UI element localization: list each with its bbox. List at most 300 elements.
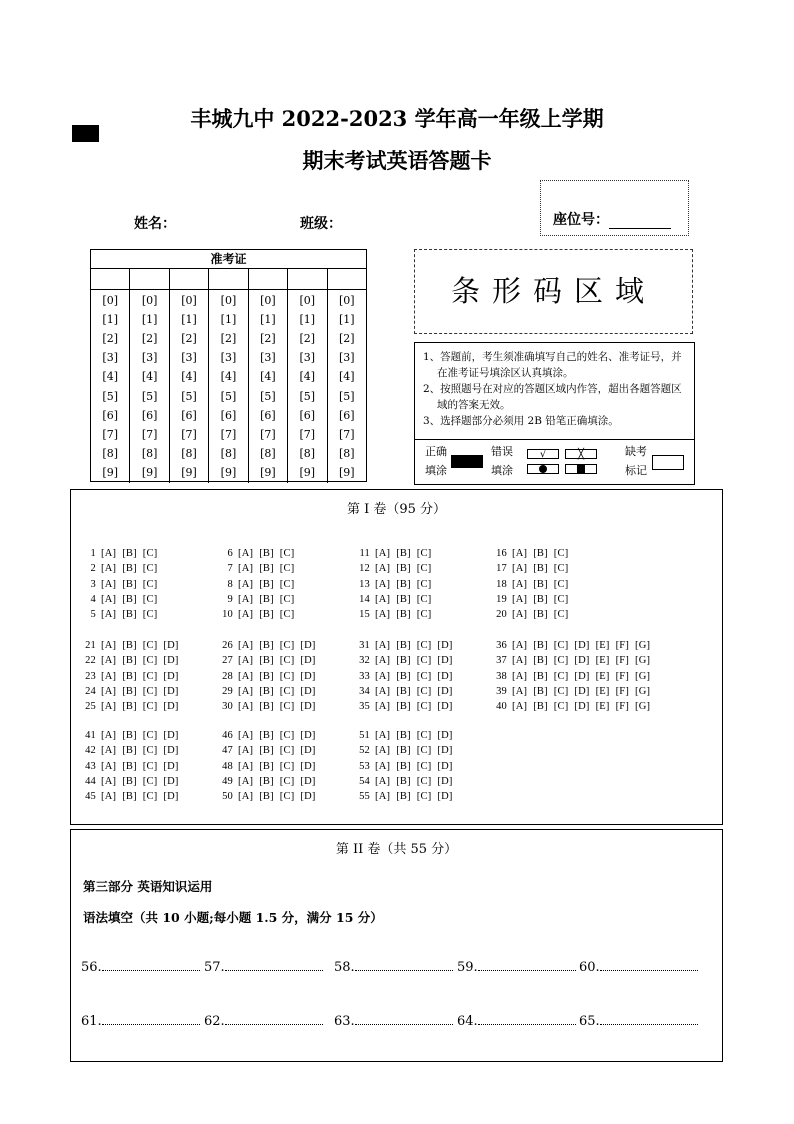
exam-id-bubble[interactable]: [7] xyxy=(299,427,316,441)
exam-id-bubble[interactable]: [0] xyxy=(141,294,158,308)
exam-id-bubble[interactable]: [8] xyxy=(220,446,237,460)
answer-bubble[interactable]: [B] xyxy=(122,548,137,559)
answer-bubble[interactable]: [C] xyxy=(279,730,295,741)
answer-bubble[interactable]: [A] xyxy=(375,655,391,667)
exam-id-bubble[interactable]: [8] xyxy=(299,446,316,460)
answer-bubble[interactable]: [B] xyxy=(259,609,274,621)
answer-bubble[interactable]: [A] xyxy=(101,745,117,757)
blank-line[interactable] xyxy=(355,958,453,971)
exam-id-bubble[interactable]: [6] xyxy=(181,408,197,422)
exam-id-bubble[interactable]: [2] xyxy=(141,332,158,346)
answer-bubble[interactable]: [C] xyxy=(142,548,158,559)
answer-bubble[interactable]: [B] xyxy=(259,791,274,803)
answer-bubble[interactable]: [A] xyxy=(375,701,391,713)
answer-bubble[interactable]: [D] xyxy=(300,640,316,651)
answer-bubble[interactable]: [A] xyxy=(375,730,391,741)
answer-bubble[interactable]: [D] xyxy=(163,745,179,757)
answer-bubble[interactable]: [C] xyxy=(142,609,158,621)
answer-bubble[interactable]: [A] xyxy=(238,791,254,803)
answer-bubble[interactable]: [B] xyxy=(259,745,274,757)
answer-bubble[interactable]: [B] xyxy=(122,775,137,787)
answer-bubble[interactable]: [C] xyxy=(416,640,432,651)
blank-line[interactable] xyxy=(225,1012,323,1025)
answer-bubble[interactable]: [C] xyxy=(279,745,295,757)
answer-bubble[interactable]: [B] xyxy=(533,578,548,590)
exam-id-bubble[interactable]: [1] xyxy=(102,313,118,327)
exam-id-bubble[interactable]: [9] xyxy=(141,465,158,479)
exam-id-bubble[interactable]: [7] xyxy=(260,427,276,441)
answer-bubble[interactable]: [A] xyxy=(238,593,254,605)
answer-bubble[interactable]: [A] xyxy=(512,685,528,697)
answer-bubble[interactable]: [B] xyxy=(259,775,274,787)
answer-bubble[interactable]: [B] xyxy=(396,609,411,621)
answer-bubble[interactable]: [B] xyxy=(396,563,411,575)
answer-bubble[interactable]: [D] xyxy=(437,775,453,787)
answer-bubble[interactable]: [F] xyxy=(615,670,630,682)
answer-bubble[interactable]: [C] xyxy=(142,760,158,772)
answer-bubble[interactable]: [D] xyxy=(300,730,316,741)
answer-bubble[interactable]: [C] xyxy=(553,593,569,605)
exam-id-bubble[interactable]: [0] xyxy=(102,294,118,308)
answer-bubble[interactable]: [B] xyxy=(259,685,274,697)
exam-id-bubble[interactable]: [6] xyxy=(220,408,237,422)
answer-bubble[interactable]: [C] xyxy=(279,593,295,605)
answer-bubble[interactable]: [A] xyxy=(101,609,117,621)
exam-id-bubble[interactable]: [8] xyxy=(260,446,276,460)
exam-id-bubble[interactable]: [9] xyxy=(220,465,237,479)
answer-bubble[interactable]: [C] xyxy=(553,685,569,697)
answer-blank[interactable] xyxy=(579,958,698,975)
blank-line[interactable] xyxy=(600,1012,698,1025)
answer-blank[interactable] xyxy=(457,958,576,975)
answer-bubble[interactable]: [D] xyxy=(163,670,179,682)
answer-bubble[interactable]: [B] xyxy=(259,655,274,667)
answer-bubble[interactable]: [B] xyxy=(396,670,411,682)
answer-bubble[interactable]: [C] xyxy=(279,775,295,787)
answer-bubble[interactable]: [A] xyxy=(512,548,528,559)
exam-id-bubble[interactable]: [1] xyxy=(260,313,276,327)
answer-bubble[interactable]: [B] xyxy=(259,563,274,575)
exam-id-bubble[interactable]: [5] xyxy=(220,389,237,403)
answer-bubble[interactable]: [D] xyxy=(437,791,453,803)
exam-id-bubble[interactable]: [2] xyxy=(260,332,276,346)
answer-bubble[interactable]: [C] xyxy=(142,730,158,741)
answer-bubble[interactable]: [B] xyxy=(259,760,274,772)
answer-bubble[interactable]: [C] xyxy=(416,791,432,803)
answer-bubble[interactable]: [B] xyxy=(259,730,274,741)
answer-bubble[interactable]: [A] xyxy=(238,548,254,559)
answer-bubble[interactable]: [B] xyxy=(533,670,548,682)
answer-bubble[interactable]: [A] xyxy=(375,791,391,803)
answer-bubble[interactable]: [C] xyxy=(279,655,295,667)
answer-blank[interactable] xyxy=(579,1012,698,1029)
answer-bubble[interactable]: [A] xyxy=(238,578,254,590)
answer-bubble[interactable]: [B] xyxy=(533,609,548,621)
answer-bubble[interactable]: [A] xyxy=(238,609,254,621)
seat-number-box[interactable] xyxy=(540,180,689,236)
answer-bubble[interactable]: [D] xyxy=(574,701,590,713)
answer-bubble[interactable]: [A] xyxy=(101,670,117,682)
answer-bubble[interactable]: [E] xyxy=(595,685,610,697)
answer-bubble[interactable]: [E] xyxy=(595,670,610,682)
answer-bubble[interactable]: [C] xyxy=(142,563,158,575)
answer-blank[interactable] xyxy=(334,1012,453,1029)
answer-bubble[interactable]: [A] xyxy=(238,563,254,575)
answer-bubble[interactable]: [F] xyxy=(615,685,630,697)
answer-bubble[interactable]: [G] xyxy=(635,670,651,682)
answer-bubble[interactable]: [D] xyxy=(300,745,316,757)
answer-bubble[interactable]: [A] xyxy=(101,775,117,787)
answer-bubble[interactable]: [A] xyxy=(238,655,254,667)
answer-bubble[interactable]: [D] xyxy=(163,791,179,803)
answer-bubble[interactable]: [A] xyxy=(101,593,117,605)
answer-bubble[interactable]: [C] xyxy=(279,563,295,575)
answer-bubble[interactable]: [E] xyxy=(595,640,610,651)
exam-id-bubble[interactable]: [7] xyxy=(338,427,355,441)
answer-bubble[interactable]: [C] xyxy=(142,670,158,682)
exam-id-bubble[interactable]: [1] xyxy=(299,313,316,327)
answer-bubble[interactable]: [B] xyxy=(122,685,137,697)
answer-bubble[interactable]: [A] xyxy=(375,563,391,575)
answer-bubble[interactable]: [A] xyxy=(512,655,528,667)
exam-id-bubble[interactable]: [7] xyxy=(220,427,237,441)
answer-bubble[interactable]: [C] xyxy=(142,640,158,651)
answer-bubble[interactable]: [B] xyxy=(533,685,548,697)
exam-id-bubble[interactable]: [0] xyxy=(220,294,237,308)
answer-bubble[interactable]: [B] xyxy=(533,655,548,667)
answer-bubble[interactable]: [D] xyxy=(437,685,453,697)
answer-bubble[interactable]: [D] xyxy=(437,760,453,772)
answer-bubble[interactable]: [A] xyxy=(512,670,528,682)
answer-bubble[interactable]: [B] xyxy=(396,578,411,590)
answer-bubble[interactable]: [C] xyxy=(279,640,295,651)
exam-id-bubble[interactable]: [4] xyxy=(181,370,197,384)
answer-bubble[interactable]: [A] xyxy=(101,760,117,772)
answer-bubble[interactable]: [A] xyxy=(238,701,254,713)
exam-id-bubble[interactable]: [2] xyxy=(181,332,197,346)
exam-id-bubble[interactable]: [4] xyxy=(220,370,237,384)
answer-bubble[interactable]: [B] xyxy=(396,593,411,605)
answer-bubble[interactable]: [B] xyxy=(396,760,411,772)
answer-bubble[interactable]: [C] xyxy=(142,791,158,803)
answer-bubble[interactable]: [A] xyxy=(238,775,254,787)
answer-bubble[interactable]: [F] xyxy=(615,655,630,667)
exam-id-bubble[interactable]: [6] xyxy=(102,408,118,422)
exam-id-bubble[interactable]: [3] xyxy=(181,351,197,365)
exam-id-bubble[interactable]: [2] xyxy=(220,332,237,346)
exam-id-bubble[interactable]: [4] xyxy=(299,370,316,384)
exam-id-bubble[interactable]: [3] xyxy=(220,351,237,365)
exam-id-bubble[interactable]: [2] xyxy=(102,332,118,346)
answer-bubble[interactable]: [F] xyxy=(615,701,630,713)
answer-bubble[interactable]: [B] xyxy=(396,655,411,667)
exam-id-bubble[interactable]: [3] xyxy=(338,351,355,365)
answer-bubble[interactable]: [C] xyxy=(279,701,295,713)
answer-bubble[interactable]: [A] xyxy=(512,609,528,621)
answer-bubble[interactable]: [C] xyxy=(553,548,569,559)
answer-bubble[interactable]: [A] xyxy=(238,685,254,697)
answer-blank[interactable] xyxy=(457,1012,576,1029)
answer-bubble[interactable]: [E] xyxy=(595,655,610,667)
answer-bubble[interactable]: [C] xyxy=(416,670,432,682)
answer-bubble[interactable]: [C] xyxy=(416,775,432,787)
answer-bubble[interactable]: [D] xyxy=(437,655,453,667)
answer-bubble[interactable]: [A] xyxy=(238,745,254,757)
answer-bubble[interactable]: [C] xyxy=(416,745,432,757)
absent-mark-box[interactable] xyxy=(652,455,684,470)
exam-id-bubble[interactable]: [5] xyxy=(299,389,316,403)
answer-bubble[interactable]: [C] xyxy=(142,775,158,787)
blank-line[interactable] xyxy=(225,958,323,971)
answer-bubble[interactable]: [B] xyxy=(533,701,548,713)
answer-bubble[interactable]: [B] xyxy=(259,701,274,713)
answer-bubble[interactable]: [C] xyxy=(553,670,569,682)
answer-bubble[interactable]: [B] xyxy=(396,548,411,559)
seat-number-field[interactable] xyxy=(609,214,671,229)
answer-bubble[interactable]: [C] xyxy=(416,593,432,605)
exam-id-bubble[interactable]: [8] xyxy=(141,446,158,460)
answer-bubble[interactable]: [A] xyxy=(375,745,391,757)
answer-bubble[interactable]: [B] xyxy=(259,578,274,590)
answer-bubble[interactable]: [C] xyxy=(416,685,432,697)
answer-bubble[interactable]: [D] xyxy=(163,775,179,787)
answer-bubble[interactable]: [A] xyxy=(375,548,391,559)
answer-bubble[interactable]: [A] xyxy=(101,548,117,559)
exam-id-bubble[interactable]: [7] xyxy=(141,427,158,441)
answer-bubble[interactable]: [B] xyxy=(396,730,411,741)
answer-bubble[interactable]: [C] xyxy=(553,563,569,575)
exam-id-bubble[interactable]: [4] xyxy=(260,370,276,384)
answer-bubble[interactable]: [A] xyxy=(375,760,391,772)
exam-id-bubble[interactable]: [6] xyxy=(260,408,276,422)
exam-id-bubble[interactable]: [5] xyxy=(338,389,355,403)
answer-bubble[interactable]: [D] xyxy=(574,685,590,697)
answer-bubble[interactable]: [C] xyxy=(553,655,569,667)
answer-bubble[interactable]: [C] xyxy=(416,701,432,713)
answer-bubble[interactable]: [C] xyxy=(416,548,432,559)
answer-blank[interactable] xyxy=(81,1012,200,1029)
answer-bubble[interactable]: [D] xyxy=(574,655,590,667)
answer-bubble[interactable]: [C] xyxy=(416,563,432,575)
exam-id-bubble[interactable]: [4] xyxy=(338,370,355,384)
exam-id-bubble[interactable]: [8] xyxy=(338,446,355,460)
answer-bubble[interactable]: [A] xyxy=(238,670,254,682)
answer-bubble[interactable]: [A] xyxy=(375,640,391,651)
answer-bubble[interactable]: [C] xyxy=(553,640,569,651)
answer-bubble[interactable]: [D] xyxy=(437,730,453,741)
exam-id-bubble[interactable]: [5] xyxy=(181,389,197,403)
answer-bubble[interactable]: [A] xyxy=(375,775,391,787)
exam-id-bubble[interactable]: [8] xyxy=(102,446,118,460)
answer-bubble[interactable]: [C] xyxy=(416,578,432,590)
answer-bubble[interactable]: [C] xyxy=(279,670,295,682)
exam-id-bubble[interactable]: [3] xyxy=(299,351,316,365)
exam-id-bubble[interactable]: [3] xyxy=(102,351,118,365)
answer-bubble[interactable]: [C] xyxy=(416,730,432,741)
answer-bubble[interactable]: [B] xyxy=(533,640,548,651)
answer-bubble[interactable]: [A] xyxy=(375,593,391,605)
answer-bubble[interactable]: [D] xyxy=(437,745,453,757)
exam-id-bubble[interactable]: [5] xyxy=(260,389,276,403)
answer-bubble[interactable]: [A] xyxy=(238,760,254,772)
answer-bubble[interactable]: [C] xyxy=(553,701,569,713)
answer-bubble[interactable]: [B] xyxy=(259,593,274,605)
answer-bubble[interactable]: [B] xyxy=(259,640,274,651)
exam-id-bubble[interactable]: [7] xyxy=(181,427,197,441)
answer-bubble[interactable]: [A] xyxy=(375,578,391,590)
exam-id-bubble[interactable]: [9] xyxy=(181,465,197,479)
answer-bubble[interactable]: [D] xyxy=(300,701,316,713)
answer-bubble[interactable]: [C] xyxy=(279,760,295,772)
answer-bubble[interactable]: [B] xyxy=(396,775,411,787)
exam-id-bubble[interactable]: [9] xyxy=(260,465,276,479)
answer-bubble[interactable]: [C] xyxy=(142,578,158,590)
blank-line[interactable] xyxy=(478,1012,576,1025)
exam-id-bubble[interactable]: [1] xyxy=(220,313,237,327)
answer-bubble[interactable]: [D] xyxy=(300,791,316,803)
answer-bubble[interactable]: [A] xyxy=(238,730,254,741)
answer-bubble[interactable]: [B] xyxy=(396,791,411,803)
answer-bubble[interactable]: [B] xyxy=(122,593,137,605)
blank-line[interactable] xyxy=(102,1012,200,1025)
answer-bubble[interactable]: [G] xyxy=(635,685,651,697)
exam-id-bubble[interactable]: [6] xyxy=(141,408,158,422)
exam-id-bubble[interactable]: [4] xyxy=(102,370,118,384)
answer-bubble[interactable]: [C] xyxy=(142,593,158,605)
answer-blank[interactable] xyxy=(334,958,453,975)
answer-bubble[interactable]: [C] xyxy=(279,609,295,621)
exam-id-bubble[interactable]: [1] xyxy=(181,313,197,327)
answer-bubble[interactable]: [A] xyxy=(512,640,528,651)
answer-bubble[interactable]: [A] xyxy=(238,640,254,651)
answer-blank[interactable] xyxy=(204,1012,323,1029)
answer-bubble[interactable]: [C] xyxy=(142,745,158,757)
answer-bubble[interactable]: [B] xyxy=(122,563,137,575)
answer-bubble[interactable]: [B] xyxy=(533,593,548,605)
answer-bubble[interactable]: [C] xyxy=(416,655,432,667)
answer-blank[interactable] xyxy=(81,958,200,975)
answer-bubble[interactable]: [D] xyxy=(300,670,316,682)
answer-bubble[interactable]: [B] xyxy=(122,578,137,590)
answer-bubble[interactable]: [D] xyxy=(300,685,316,697)
answer-bubble[interactable]: [B] xyxy=(259,548,274,559)
exam-id-bubble[interactable]: [0] xyxy=(260,294,276,308)
answer-bubble[interactable]: [B] xyxy=(396,745,411,757)
answer-bubble[interactable]: [D] xyxy=(574,670,590,682)
exam-id-bubble[interactable]: [1] xyxy=(338,313,355,327)
answer-bubble[interactable]: [A] xyxy=(512,563,528,575)
blank-line[interactable] xyxy=(478,958,576,971)
answer-bubble[interactable]: [A] xyxy=(512,701,528,713)
exam-id-bubble[interactable]: [2] xyxy=(299,332,316,346)
answer-bubble[interactable]: [B] xyxy=(122,701,137,713)
answer-bubble[interactable]: [A] xyxy=(101,730,117,741)
exam-id-bubble[interactable]: [1] xyxy=(141,313,158,327)
answer-bubble[interactable]: [C] xyxy=(416,609,432,621)
answer-bubble[interactable]: [C] xyxy=(279,685,295,697)
answer-bubble[interactable]: [D] xyxy=(300,655,316,667)
exam-id-bubble[interactable]: [4] xyxy=(141,370,158,384)
answer-bubble[interactable]: [B] xyxy=(533,563,548,575)
answer-bubble[interactable]: [B] xyxy=(533,548,548,559)
answer-bubble[interactable]: [D] xyxy=(437,640,453,651)
answer-bubble[interactable]: [G] xyxy=(635,655,651,667)
exam-id-bubble[interactable]: [3] xyxy=(260,351,276,365)
answer-bubble[interactable]: [C] xyxy=(416,760,432,772)
exam-id-bubble[interactable]: [3] xyxy=(141,351,158,365)
answer-bubble[interactable]: [C] xyxy=(553,609,569,621)
blank-line[interactable] xyxy=(355,1012,453,1025)
answer-bubble[interactable]: [D] xyxy=(163,701,179,713)
blank-line[interactable] xyxy=(600,958,698,971)
answer-bubble[interactable]: [C] xyxy=(142,701,158,713)
answer-bubble[interactable]: [A] xyxy=(101,563,117,575)
answer-bubble[interactable]: [D] xyxy=(437,701,453,713)
answer-bubble[interactable]: [A] xyxy=(375,670,391,682)
exam-id-bubble[interactable]: [5] xyxy=(102,389,118,403)
answer-bubble[interactable]: [D] xyxy=(163,730,179,741)
answer-bubble[interactable]: [A] xyxy=(375,609,391,621)
answer-bubble[interactable]: [F] xyxy=(615,640,630,651)
exam-id-bubble[interactable]: [8] xyxy=(181,446,197,460)
answer-bubble[interactable]: [D] xyxy=(300,775,316,787)
answer-bubble[interactable]: [B] xyxy=(122,655,137,667)
answer-bubble[interactable]: [D] xyxy=(300,760,316,772)
answer-bubble[interactable]: [B] xyxy=(396,640,411,651)
exam-id-bubble[interactable]: [5] xyxy=(141,389,158,403)
answer-bubble[interactable]: [B] xyxy=(259,670,274,682)
answer-bubble[interactable]: [B] xyxy=(122,745,137,757)
answer-bubble[interactable]: [D] xyxy=(163,640,179,651)
answer-bubble[interactable]: [C] xyxy=(142,685,158,697)
exam-id-bubble[interactable]: [9] xyxy=(299,465,316,479)
exam-id-bubble[interactable]: [6] xyxy=(299,408,316,422)
answer-bubble[interactable]: [A] xyxy=(375,685,391,697)
answer-bubble[interactable]: [G] xyxy=(635,640,651,651)
exam-id-bubble[interactable]: [9] xyxy=(338,465,355,479)
answer-bubble[interactable]: [B] xyxy=(122,640,137,651)
exam-id-bubble[interactable]: [0] xyxy=(299,294,316,308)
answer-bubble[interactable]: [B] xyxy=(122,670,137,682)
answer-bubble[interactable]: [A] xyxy=(101,701,117,713)
exam-id-bubble[interactable]: [7] xyxy=(102,427,118,441)
answer-bubble[interactable]: [D] xyxy=(437,670,453,682)
answer-bubble[interactable]: [B] xyxy=(396,685,411,697)
answer-bubble[interactable]: [A] xyxy=(512,578,528,590)
answer-bubble[interactable]: [B] xyxy=(122,730,137,741)
answer-bubble[interactable]: [A] xyxy=(101,655,117,667)
exam-id-bubble[interactable]: [9] xyxy=(102,465,118,479)
answer-blank[interactable] xyxy=(204,958,323,975)
answer-bubble[interactable]: [D] xyxy=(574,640,590,651)
answer-bubble[interactable]: [E] xyxy=(595,701,610,713)
blank-line[interactable] xyxy=(102,958,200,971)
answer-bubble[interactable]: [B] xyxy=(122,760,137,772)
exam-id-write-row[interactable] xyxy=(91,269,366,290)
exam-id-bubble[interactable]: [2] xyxy=(338,332,355,346)
exam-id-bubble[interactable]: [6] xyxy=(338,408,355,422)
answer-bubble[interactable]: [B] xyxy=(396,701,411,713)
answer-bubble[interactable]: [G] xyxy=(635,701,651,713)
answer-bubble[interactable]: [A] xyxy=(101,640,117,651)
answer-bubble[interactable]: [C] xyxy=(279,548,295,559)
answer-bubble[interactable]: [C] xyxy=(142,655,158,667)
answer-bubble[interactable]: [D] xyxy=(163,685,179,697)
answer-bubble[interactable]: [A] xyxy=(101,791,117,803)
answer-bubble[interactable]: [A] xyxy=(101,685,117,697)
answer-bubble[interactable]: [D] xyxy=(163,655,179,667)
answer-bubble[interactable]: [C] xyxy=(279,578,295,590)
